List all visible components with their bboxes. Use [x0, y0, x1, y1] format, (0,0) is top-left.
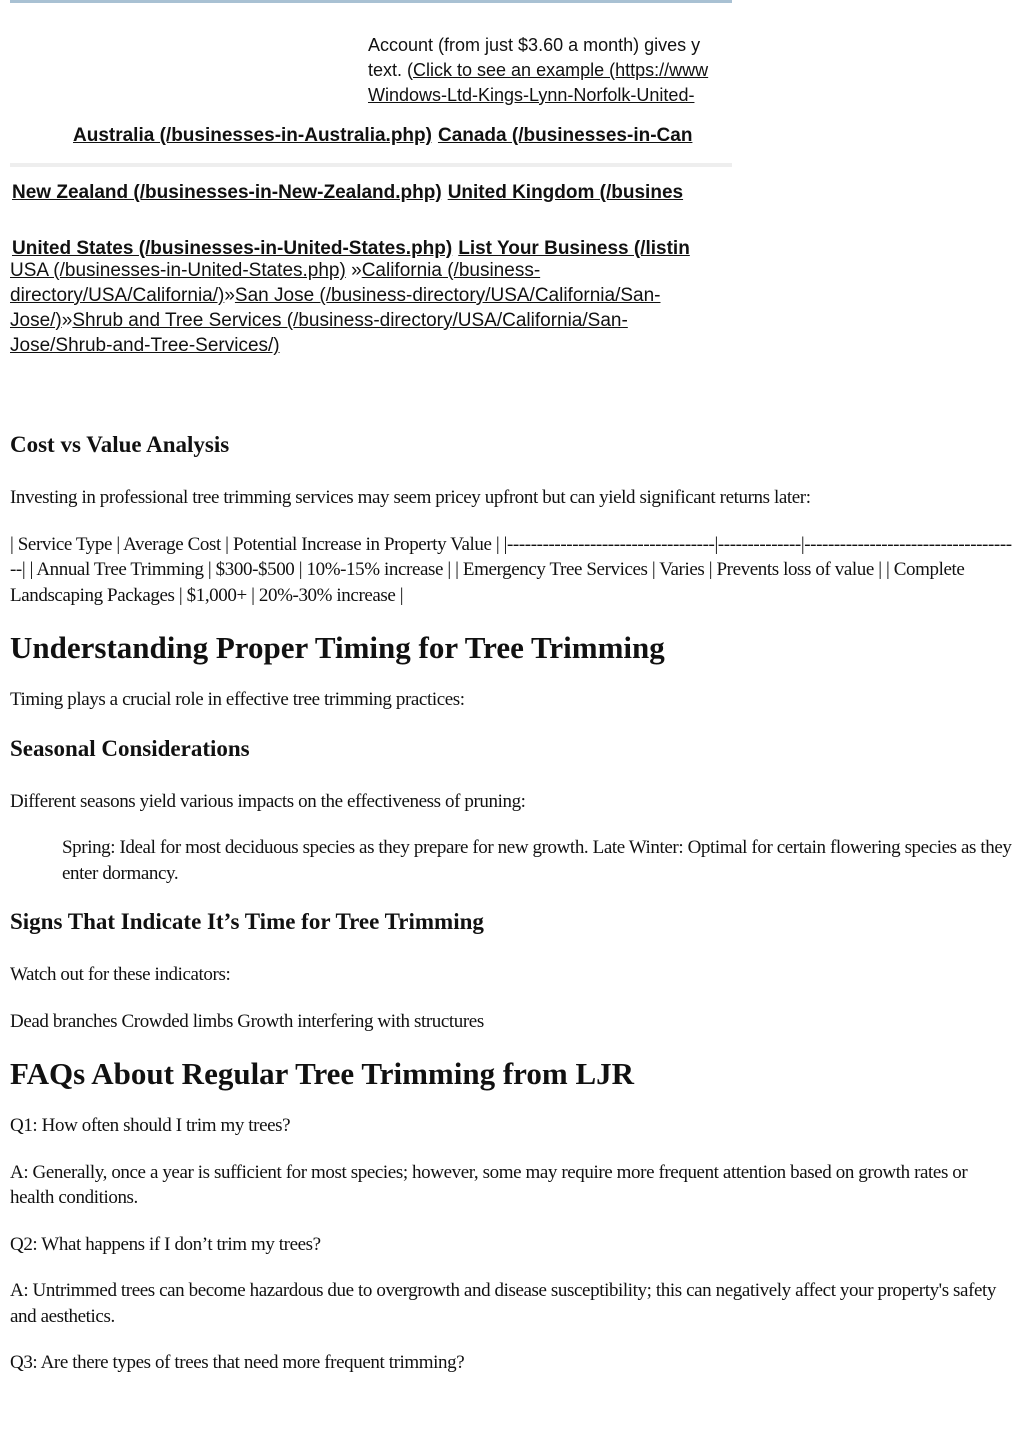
paragraph-watch: Watch out for these indicators:	[10, 964, 231, 985]
paragraph-cost-table: | Service Type | Average Cost | Potential Increase in Property Value | |-----------------------------------|--------------|-------------------------------------| | Annual Tree Trimming | $300-$500 | 10%-15% increase | | Emergency Tree Services | Varies | Prevents loss of value | | Complete Landscaping Packages | $1,000+ | 20%-30% increase |	[10, 533, 1012, 606]
faq-question-2: Q2: What happens if I don’t trim my trees?	[10, 1233, 321, 1255]
breadcrumb-shrub-tree-services[interactable]: Shrub and Tree Services (/business-directory/USA/California/San-Jose/Shrub-and-Tree-Services/)	[10, 310, 628, 356]
article-body	[10, 430, 1014, 1397]
nav-link-canada[interactable]: Canada (/businesses-in-Can	[437, 125, 693, 146]
nav-link-new-zealand[interactable]: New Zealand (/businesses-in-New-Zealand.php)	[12, 182, 442, 203]
breadcrumb	[10, 258, 730, 358]
heading-seasonal: Seasonal Considerations	[10, 735, 250, 761]
nav-link-united-kingdom[interactable]: United Kingdom (/busines	[447, 182, 684, 203]
paragraph-seasons: Different seasons yield various impacts on the effectiveness of pruning:	[10, 790, 526, 812]
breadcrumb-california[interactable]: California (/business-directory/USA/California/)	[10, 260, 541, 306]
heading-faqs: FAQs About Regular Tree Trimming from LJR	[10, 1056, 635, 1091]
faq-answer-2: A: Untrimmed trees can become hazardous due to overgrowth and disease susceptibility; this can negatively affect your property's safety and aesthetics.	[10, 1280, 997, 1327]
example-link[interactable]: Click to see an example (https://www	[413, 60, 709, 80]
country-nav-row-3	[12, 238, 696, 260]
account-line-2	[368, 58, 732, 83]
heading-cost-value: Cost vs Value Analysis	[10, 432, 230, 457]
country-nav-row-1	[73, 125, 698, 147]
country-nav-row-2	[12, 182, 689, 204]
quote-seasons: Spring: Ideal for most deciduous species as they prepare for new growth. Late Winter: Optimal for certain flowering species as they enter dormancy.	[62, 837, 1012, 884]
breadcrumb-separator: »	[345, 260, 362, 281]
account-line-1: Account (from just $3.60 a month) gives y	[368, 35, 701, 55]
faq-question-3: Q3: Are there types of trees that need more frequent trimming?	[10, 1352, 465, 1373]
nav-divider	[10, 163, 732, 167]
breadcrumb-san-jose[interactable]: San Jose (/business-directory/USA/California/San-Jose/)	[10, 285, 661, 331]
nav-link-australia[interactable]: Australia (/businesses-in-Australia.php)	[73, 125, 432, 146]
breadcrumb-separator: »	[61, 310, 73, 331]
paragraph-indicators: Dead branches Crowded limbs Growth interfering with structures	[10, 1010, 484, 1032]
faq-question-1: Q1: How often should I trim my trees?	[10, 1115, 291, 1136]
site-header	[0, 0, 732, 260]
example-link-continued[interactable]: Windows-Ltd-Kings-Lynn-Norfolk-United-	[368, 85, 695, 105]
heading-proper-timing: Understanding Proper Timing for Tree Trimming	[10, 630, 665, 665]
paragraph-timing: Timing plays a crucial role in effective tree trimming practices:	[10, 689, 465, 710]
paragraph-investing: Investing in professional tree trimming services may seem pricey upfront but can yield significant returns later:	[10, 487, 811, 508]
account-line-2-prefix: text. (	[368, 60, 414, 80]
nav-link-united-states[interactable]: United States (/businesses-in-United-States.php)	[12, 238, 453, 259]
account-promo	[368, 33, 732, 108]
heading-signs: Signs That Indicate It’s Time for Tree Trimming	[10, 909, 484, 934]
nav-link-list-your-business[interactable]: List Your Business (/listin	[458, 238, 690, 259]
breadcrumb-separator: »	[224, 285, 235, 306]
breadcrumb-usa[interactable]: USA (/businesses-in-United-States.php)	[10, 260, 346, 281]
faq-answer-1: A: Generally, once a year is sufficient for most species; however, some may require more frequent attention based on growth rates or health conditions.	[10, 1161, 968, 1208]
